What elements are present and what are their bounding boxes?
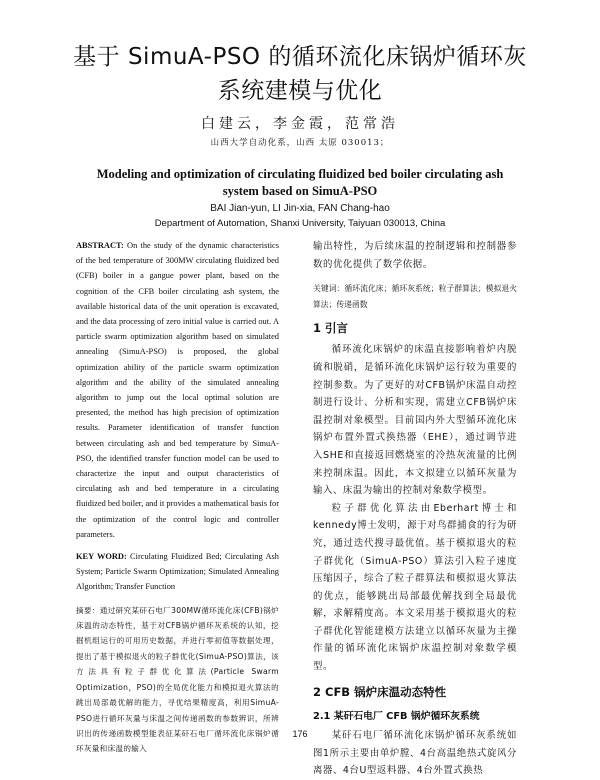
cn-abstract-text: 通过研究某矸石电厂300MW循环流化床(CFB)锅炉床温的动态特性，基于对CFB锅炉循环灰系统的认知，挖掘机组运行的可用历史数据，并进行零初值等数据处理，提出了基于模拟退火的粒子群优化(SimuA-PSO)算法，该方法具有粒子群优化算法(Particle Swarm Optimization，PSO)的全局优化能力和模拟退火算法的跳出局部最优解的能力，寻优结果精度高，利用SimuA-PSO进行循环灰量与床温之间传递函数的参数辨识，所辨识出的传递函数模型能表征某矸石电厂循环流化床锅炉循环灰量和床温的输入	[76, 605, 279, 754]
abstract-text: On the study of the dynamic characteristics of the bed temperature of 300MW circulating fluidized bed (CFB) boiler in a gangue power plant, based on the cognition of the CFB boiler circulating ash system, the available historical data of the unit operation is excavated, and the data processing of zero initial value is carried out. A particle swarm optimization algorithm based on simulated annealing (SimuA-PSO) is proposed, the global optimization ability of the particle swarm optimization algorithm and the ability of the simulated annealing algorithm to jump out the local optimal solution are presented, the method has high precision of optimization results. Parameter identification of transfer function between circulating ash and bed temperature by SimuA-PSO, the identified transfer function model can be used to characterize the input and output characteristics of circulating ash and bed temperature in a circulating fluidized bed boiler, and it provides a mathematical basis for the optimization of the control logic and controller parameters.	[76, 241, 280, 539]
paragraph: 粒子群优化算法由Eberhart博士和kennedy博士发明，源于对鸟群捕食的行为研究，通过迭代搜寻最优值。基于模拟退火的粒子群优化（SimuA-PSO）算法引入粒子速度压缩因子，综合了粒子群算法和模拟退火算法的优点，能够跳出局部最优解找到全局最优解，求解精度高。本文采用基于模拟退火的粒子群优化智能建模方法建立以循环灰量为主操作量的循环流化床锅炉床温控制对象数学模型。	[313, 502, 517, 673]
page-number: 176	[292, 729, 308, 739]
right-column	[313, 238, 517, 780]
cn-abstract-label: 摘要：	[76, 605, 100, 615]
section-heading-bed-temperature: 2 CFB 锅炉床温动态特性	[313, 684, 447, 699]
english-keywords	[76, 549, 279, 595]
english-abstract	[76, 238, 279, 542]
keyword-label: KEY WORD:	[76, 552, 127, 562]
section-heading-introduction: 1 引言	[313, 321, 349, 336]
cn-keyword-label: 关键词：	[313, 284, 345, 294]
left-column	[76, 238, 279, 757]
chinese-title-line-2: 系统建模与优化	[217, 78, 383, 104]
english-title-line-1: Modeling and optimization of circulating fluidized bed boiler circulating ash	[96, 167, 504, 181]
chinese-keywords	[313, 281, 517, 312]
english-affiliation: Department of Automation, Shanxi University, Taiyuan 030013, China	[154, 218, 446, 229]
chinese-authors: 白建云，李金霞，范常浩	[201, 116, 399, 132]
chinese-abstract-continued: 输出特性，为后续床温的控制逻辑和控制器参数的优化提供了数学依据。	[313, 241, 517, 270]
keyword-text: Circulating Fluidized Bed; Circulating Ash System; Particle Swarm Optimization; Simulated Annealing Algorithm; Transfer Function	[76, 552, 279, 592]
chinese-affiliation: 山西大学自动化系，山西 太原 030013；	[210, 138, 390, 148]
paragraph: 某矸石电厂循环流化床锅炉循环灰系统如图1所示主要由单炉膛、4台高温绝热式旋风分离器、4台U型返料器、4台外置式换热	[313, 730, 517, 777]
cn-keyword-text: 循环流化床；循环灰系统；粒子群算法；模拟退火算法；传递函数	[313, 284, 518, 309]
english-title-line-2: system based on SimuA-PSO	[222, 184, 378, 198]
abstract-label: ABSTRACT:	[76, 241, 124, 250]
chinese-title-line-1: 基于 SimuA-PSO 的循环流化床锅炉循环灰	[73, 44, 527, 70]
english-authors: BAI Jian-yun, LI Jin-xia, FAN Chang-hao	[210, 203, 390, 214]
paragraph: 循环流化床锅炉的床温直接影响着炉内脱硫和脱硝，是循环流化床锅炉运行较为重要的控制参数。为了更好的对CFB锅炉床温自动控制进行设计、分析和实现，需建立CFB锅炉床温控制对象模型。目前国内外大型循环流化床锅炉布置外置式换热器（EHE），通过调节进入SHE和直接返回燃烧室的冷热灰流量的比例来控制床温。因此，本文拟建立以循环灰量为输入、床温为输出的控制对象数学模型。	[313, 344, 517, 497]
subsection-heading: 2.1 某矸石电厂 CFB 锅炉循环灰系统	[313, 710, 480, 722]
